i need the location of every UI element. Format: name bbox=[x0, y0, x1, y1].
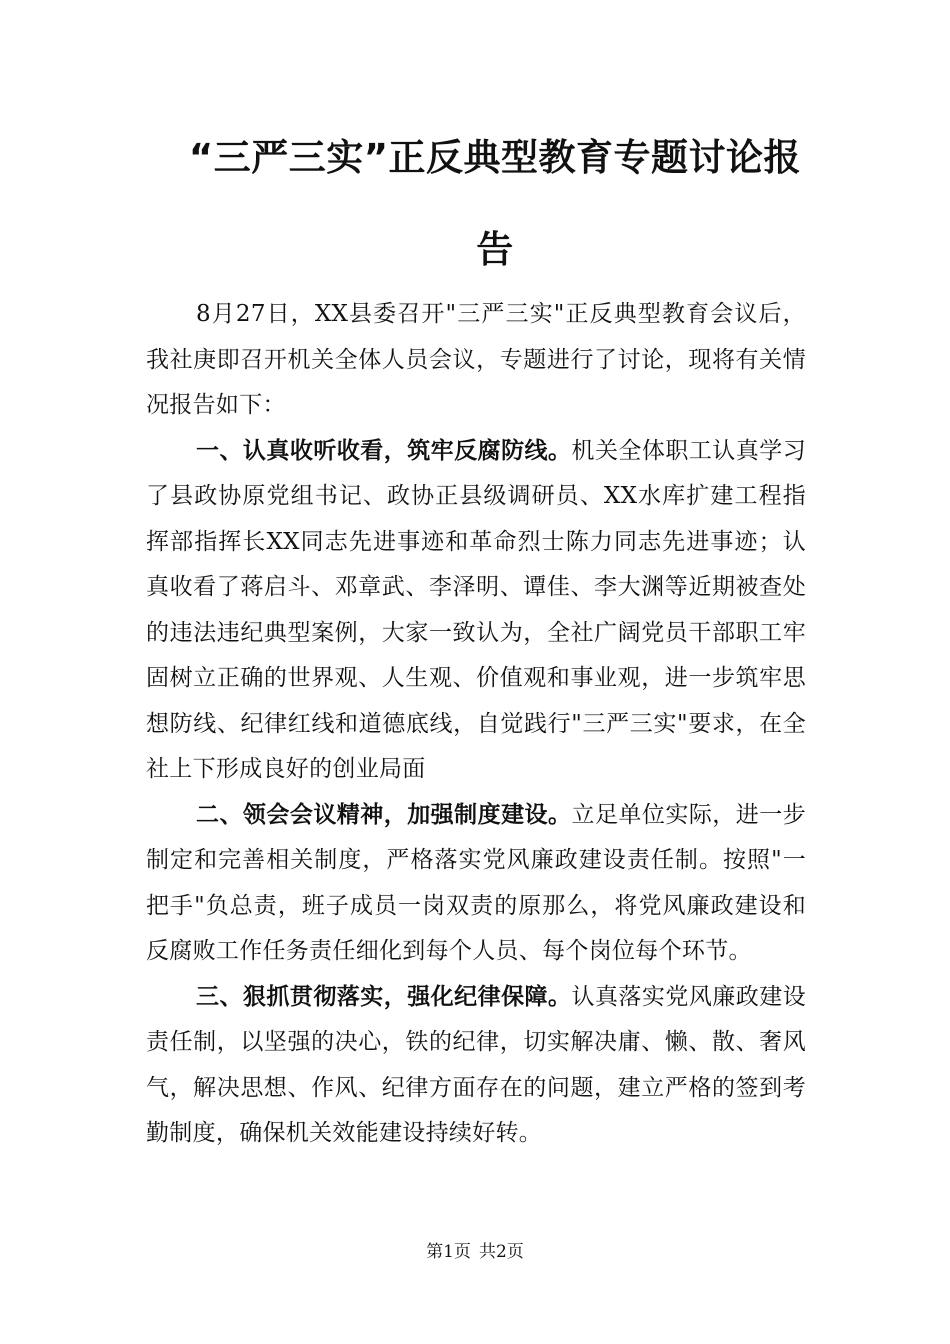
intro-paragraph: 8月27日，XX县委召开"三严三实"正反典型教育会议后，我社庚即召开机关全体人员会议，专题进行了讨论，现将有关情况报告如下： bbox=[146, 301, 806, 418]
page-total: 共2页 bbox=[479, 1242, 524, 1262]
section-3-paragraph bbox=[146, 975, 806, 1157]
section-1-heading: 一、认真收听收看，筑牢反腐防线。 bbox=[196, 437, 572, 464]
section-1-paragraph bbox=[146, 429, 806, 793]
document-title-line-2: 告 bbox=[476, 228, 514, 271]
page-footer bbox=[0, 1240, 950, 1264]
section-2-text: 立足单位实际，进一步制定和完善相关制度，严格落实党风廉政建设责任制。按照"一把手"负总责，班子成员一岗双责的原那么，将党风廉政建设和反腐败工作任务责任细化到每个人员、每个岗位每个环节。 bbox=[146, 801, 806, 964]
section-3-text: 认真落实党风廉政建设责任制，以坚强的决心，铁的纪律，切实解决庸、懒、散、奢风气，解决思想、作风、纪律方面存在的问题，建立严格的签到考勤制度，确保机关效能建设持续好转。 bbox=[146, 983, 806, 1146]
section-2-heading: 二、领会会议精神，加强制度建设。 bbox=[196, 801, 572, 828]
document-body bbox=[146, 292, 806, 1157]
section-2-paragraph bbox=[146, 793, 806, 975]
page-number: 第1页 bbox=[426, 1242, 471, 1262]
section-1-text: 机关全体职工认真学习了县政协原党组书记、政协正县级调研员、XX水库扩建工程指挥部指挥长XX同志先进事迹和革命烈士陈力同志先进事迹；认真收看了蒋启斗、邓章武、李泽明、谭佳、李大渊等近期被查处的违法违纪典型案例，大家一致认为，全社广阔党员干部职工牢固树立正确的世界观、人生观、价值观和事业观，进一步筑牢思想防线、纪律红线和道德底线，自觉践行"三严三实"要求，在全社上下形成良好的创业局面 bbox=[146, 437, 806, 782]
section-3-heading: 三、狠抓贯彻落实，强化纪律保障。 bbox=[196, 983, 572, 1010]
document-title-line-1: “三严三实”正反典型教育专题讨论报 bbox=[188, 136, 802, 179]
